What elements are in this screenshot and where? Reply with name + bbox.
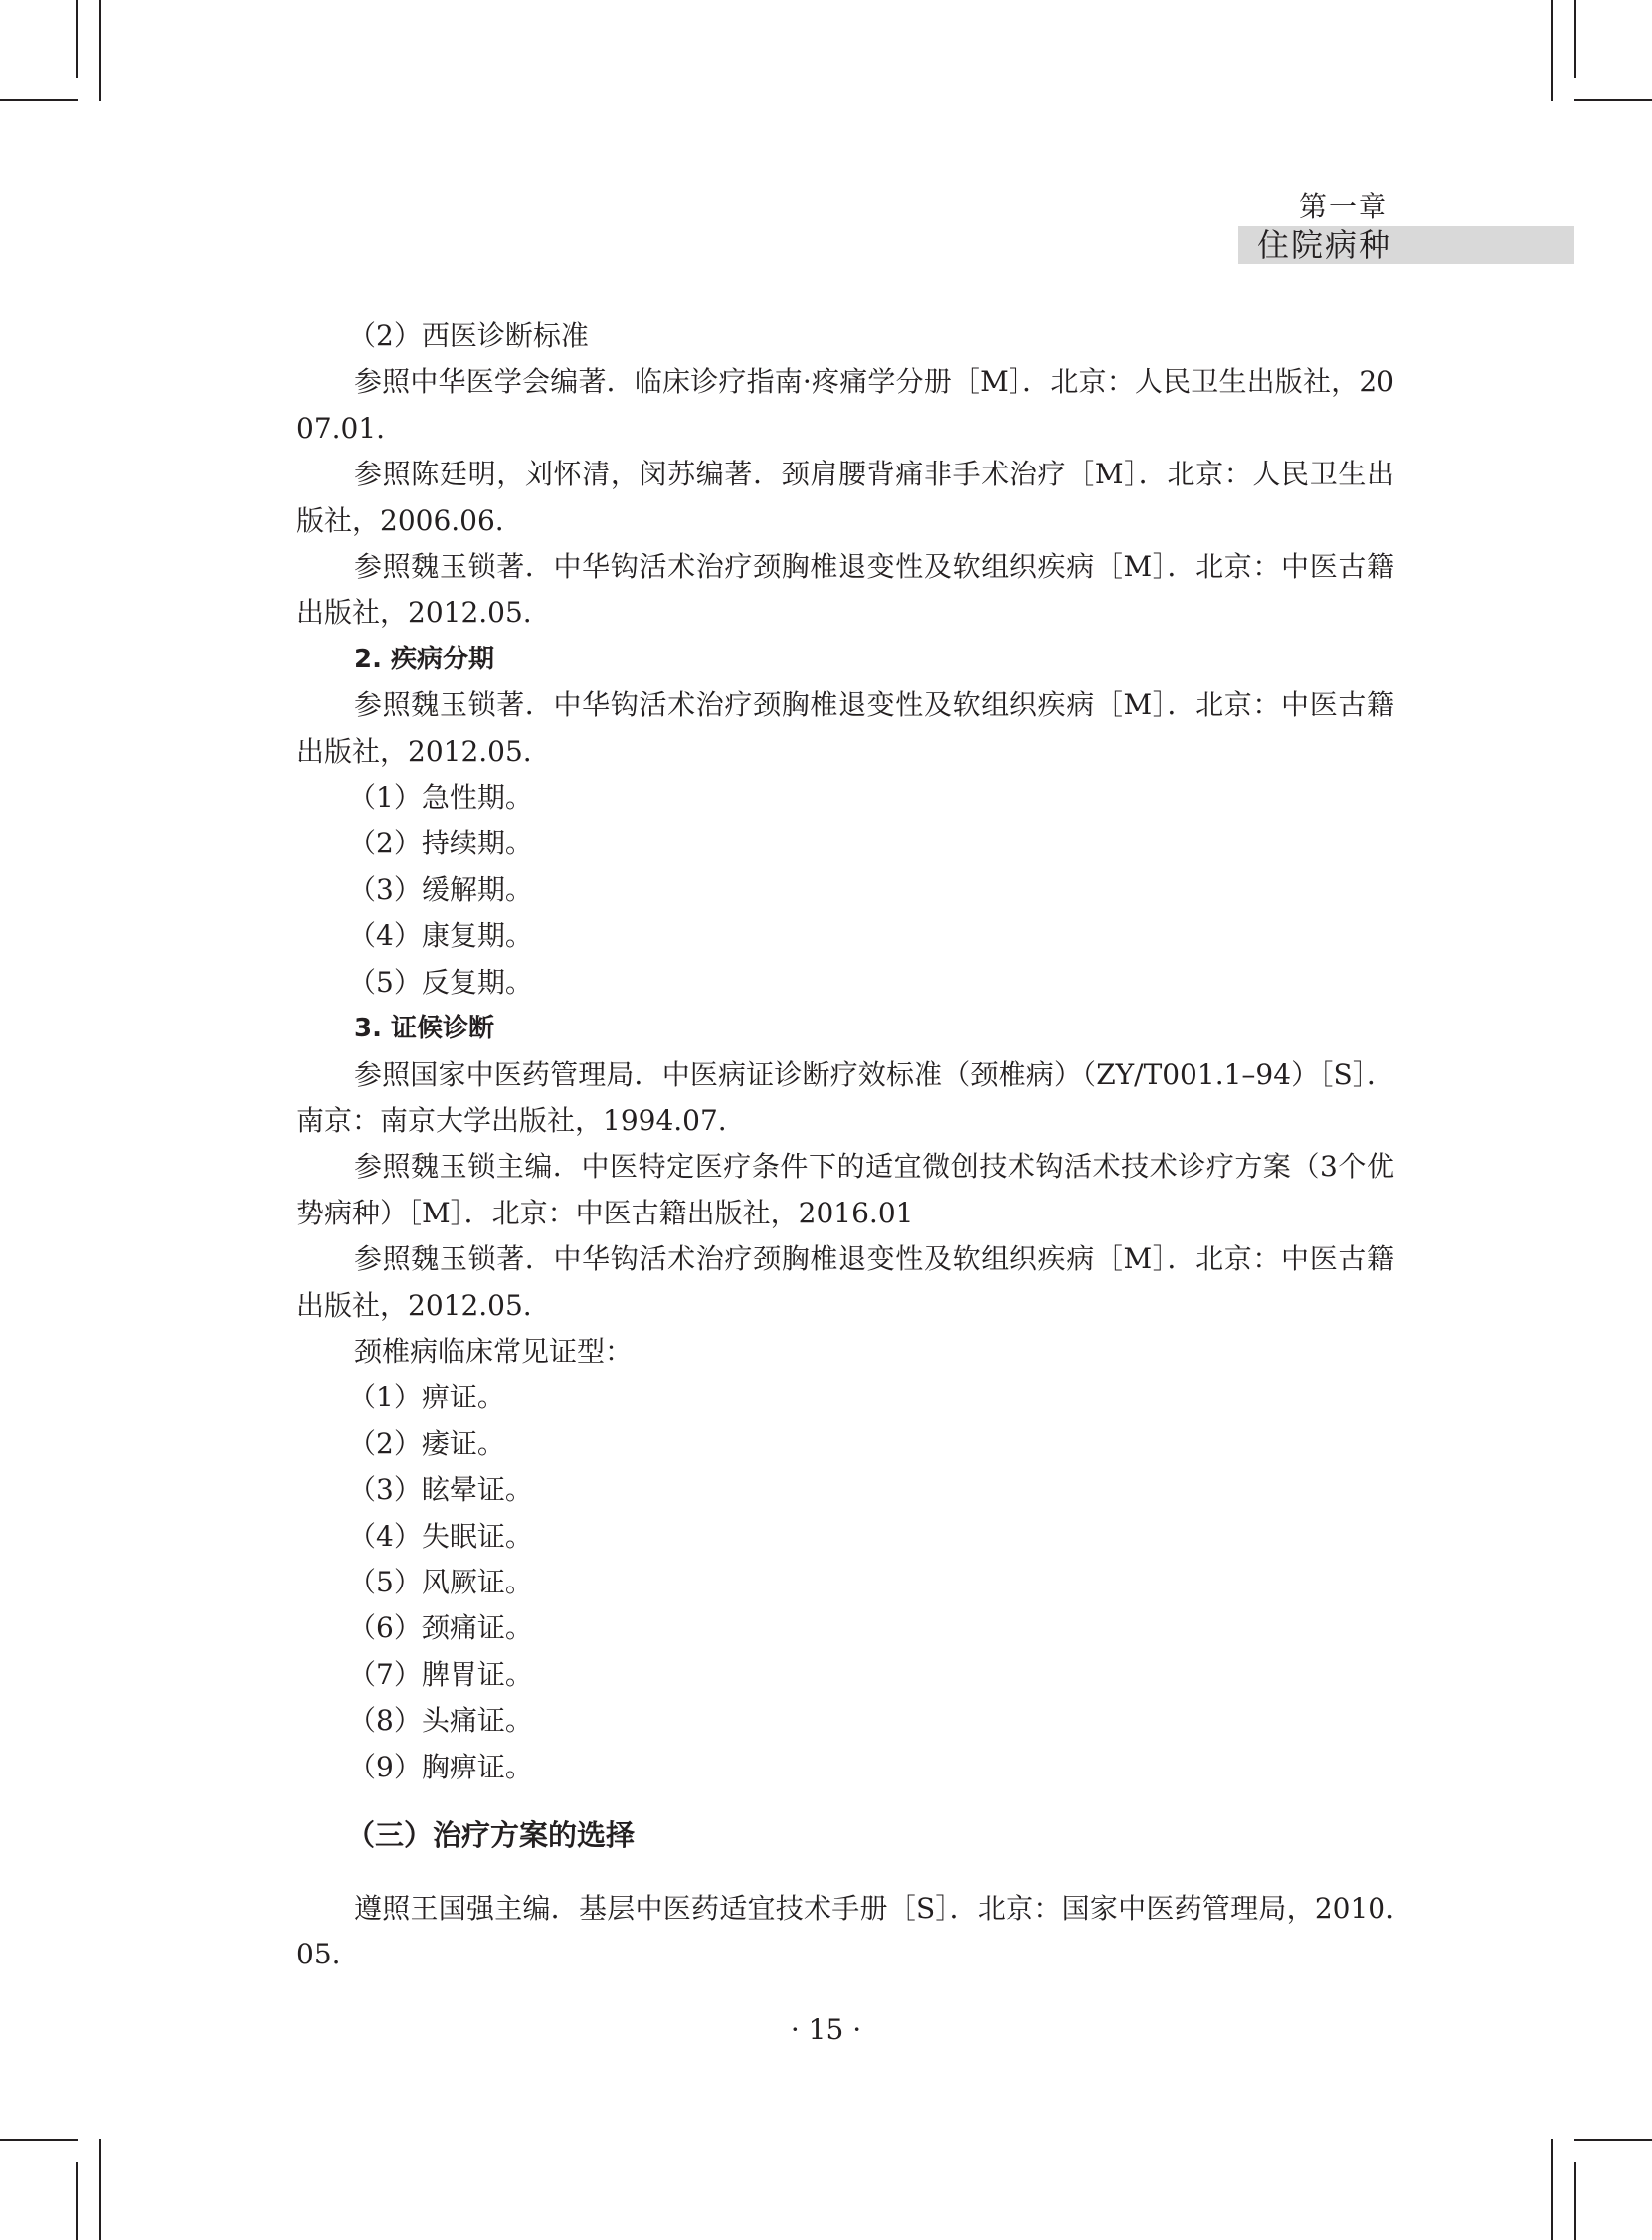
heading-disease-staging: 2. 疾病分期 [354, 644, 495, 674]
reference-paragraph: 参照陈廷明，刘怀清，闵苏编著．颈肩腰背痛非手术治疗［M］．北京：人民卫生出版社，2006.06. [296, 458, 1394, 537]
section-label: 住院病种 [1257, 226, 1393, 264]
syndrome-item: （4）失眠证。 [348, 1519, 533, 1553]
syndrome-item: （3）眩晕证。 [348, 1473, 533, 1507]
syndrome-intro: 颈椎病临床常见证型： [354, 1334, 634, 1368]
reference-paragraph: 参照魏玉锁著．中华钩活术治疗颈胸椎退变性及软组织疾病［M］．北京：中医古籍出版社，2012.05. [296, 550, 1394, 630]
stage-item: （3）缓解期。 [348, 872, 533, 906]
stage-item: （5）反复期。 [348, 965, 533, 999]
syndrome-item: （1）痹证。 [348, 1381, 505, 1414]
syndrome-item: （5）风厥证。 [348, 1565, 533, 1598]
syndrome-item: （6）颈痛证。 [348, 1611, 533, 1645]
crop-mark [76, 2162, 78, 2240]
crop-mark [1551, 2139, 1553, 2240]
page-number: · 15 · [790, 2013, 862, 2046]
crop-mark [1574, 0, 1576, 78]
reference-paragraph: 参照中华医学会编著．临床诊疗指南·疼痛学分册［M］．北京：人民卫生出版社，2007.01. [296, 365, 1394, 445]
subheading-western-diagnosis: （2）西医诊断标准 [348, 319, 589, 352]
reference-paragraph: 参照魏玉锁主编．中医特定医疗条件下的适宜微创技术钩活术技术诊疗方案（3个优势病种）［M］．北京：中医古籍出版社，2016.01 [296, 1150, 1394, 1229]
crop-mark [76, 0, 78, 78]
stage-item: （2）持续期。 [348, 827, 533, 860]
reference-paragraph: 参照魏玉锁著．中华钩活术治疗颈胸椎退变性及软组织疾病［M］．北京：中医古籍出版社，2012.05. [296, 1242, 1394, 1322]
crop-mark [99, 2139, 101, 2240]
reference-paragraph: 遵照王国强主编．基层中医药适宜技术手册［S］．北京：国家中医药管理局，2010.05. [296, 1892, 1394, 1971]
crop-mark [0, 99, 78, 101]
syndrome-item: （7）脾胃证。 [348, 1657, 533, 1691]
chapter-label: 第一章 [1298, 190, 1388, 223]
syndrome-item: （8）头痛证。 [348, 1704, 533, 1738]
crop-mark [99, 0, 101, 101]
heading-treatment-selection: （三）治疗方案的选择 [346, 1818, 636, 1852]
crop-mark [1551, 0, 1553, 101]
crop-mark [1574, 99, 1652, 101]
reference-paragraph: 参照魏玉锁著．中华钩活术治疗颈胸椎退变性及软组织疾病［M］．北京：中医古籍出版社，2012.05. [296, 688, 1394, 768]
syndrome-item: （2）痿证。 [348, 1426, 505, 1460]
stage-item: （4）康复期。 [348, 919, 533, 953]
crop-mark [0, 2139, 78, 2141]
stage-item: （1）急性期。 [348, 781, 533, 815]
reference-paragraph: 参照国家中医药管理局．中医病证诊断疗效标准（颈椎病）（ZY/T001.1–94）［S］．南京：南京大学出版社，1994.07. [296, 1057, 1394, 1137]
syndrome-item: （9）胸痹证。 [348, 1750, 533, 1783]
crop-mark [1574, 2139, 1652, 2141]
heading-syndrome-diagnosis: 3. 证候诊断 [354, 1014, 495, 1044]
page-body [296, 313, 1394, 1978]
crop-mark [1574, 2162, 1576, 2240]
